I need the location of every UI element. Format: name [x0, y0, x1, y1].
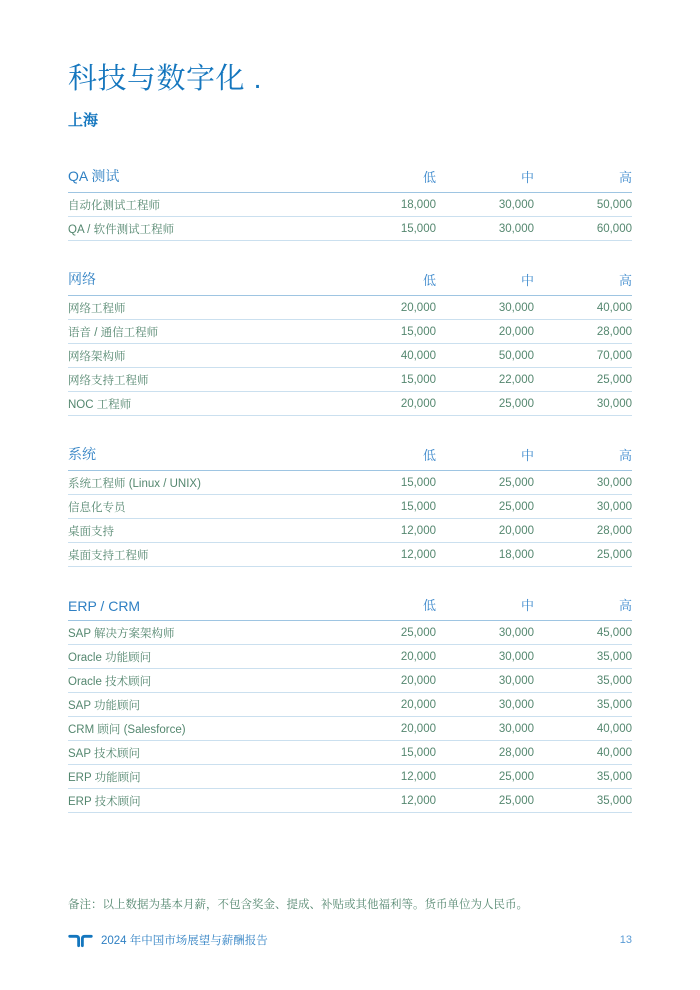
- role-name: 桌面支持: [68, 525, 114, 538]
- table-header: [68, 269, 632, 296]
- role-name: CRM 顾问 (Salesforce): [68, 723, 186, 736]
- salary-mid: 25,000: [498, 770, 534, 783]
- salary-high: 35,000: [596, 794, 632, 807]
- salary-high: 28,000: [596, 325, 632, 338]
- section-title: ERP / CRM: [68, 598, 141, 614]
- salary-mid: 30,000: [498, 222, 534, 235]
- salary-mid: 22,000: [498, 373, 534, 386]
- salary-mid: 30,000: [498, 626, 534, 639]
- column-header-high: 高: [618, 170, 632, 185]
- role-name: 系统工程师 (Linux / UNIX): [68, 477, 201, 490]
- column-header-high: 高: [618, 598, 632, 613]
- salary-low: 12,000: [400, 770, 436, 783]
- salary-mid: 20,000: [498, 524, 534, 537]
- salary-high: 60,000: [596, 222, 632, 235]
- salary-high: 25,000: [596, 373, 632, 386]
- table-header: [68, 444, 632, 471]
- salary-high: 28,000: [596, 524, 632, 537]
- role-name: 语音 / 通信工程师: [68, 326, 159, 339]
- role-name: ERP 功能顾问: [68, 771, 141, 784]
- salary-high: 35,000: [596, 698, 632, 711]
- table-row: [68, 693, 632, 717]
- salary-high: 40,000: [596, 722, 632, 735]
- city-subtitle: 上海: [68, 112, 99, 129]
- salary-high: 70,000: [596, 349, 632, 362]
- salary-high: 50,000: [596, 198, 632, 211]
- role-name: 自动化测试工程师: [68, 199, 160, 212]
- salary-mid: 30,000: [498, 301, 534, 314]
- role-name: 桌面支持工程师: [68, 549, 149, 562]
- table-row: [68, 344, 632, 368]
- table-row: [68, 193, 632, 217]
- table-row: [68, 392, 632, 416]
- salary-mid: 28,000: [498, 746, 534, 759]
- role-name: 网络架构师: [68, 350, 126, 363]
- role-name: ERP 技术顾问: [68, 795, 141, 808]
- role-name: SAP 技术顾问: [68, 747, 140, 760]
- table-row: [68, 217, 632, 241]
- salary-low: 20,000: [400, 650, 436, 663]
- salary-low: 15,000: [400, 746, 436, 759]
- salary-low: 20,000: [400, 722, 436, 735]
- salary-low: 15,000: [400, 476, 436, 489]
- salary-mid: 25,000: [498, 476, 534, 489]
- table-row: [68, 543, 632, 567]
- salary-mid: 25,000: [498, 397, 534, 410]
- table-row: [68, 669, 632, 693]
- salary-mid: 20,000: [498, 325, 534, 338]
- salary-high: 35,000: [596, 770, 632, 783]
- salary-high: 35,000: [596, 650, 632, 663]
- column-header-mid: 中: [520, 273, 534, 288]
- michael-page-logo-icon: [68, 933, 93, 948]
- role-name: SAP 解决方案架构师: [68, 627, 175, 640]
- table-header: [68, 595, 632, 621]
- table-row: [68, 717, 632, 741]
- footnote: 备注：以上数据为基本月薪，不包含奖金、提成、补贴或其他福利等。货币单位为人民币。: [68, 899, 528, 911]
- column-header-low: 低: [422, 170, 436, 185]
- column-header-high: 高: [618, 273, 632, 288]
- table-row: [68, 789, 632, 813]
- section-title: 网络: [68, 271, 96, 287]
- salary-low: 12,000: [400, 794, 436, 807]
- salary-mid: 25,000: [498, 794, 534, 807]
- salary-table: [68, 166, 632, 241]
- salary-mid: 30,000: [498, 650, 534, 663]
- salary-table: [68, 444, 632, 567]
- table-header: [68, 166, 632, 193]
- salary-table: [68, 269, 632, 416]
- salary-low: 20,000: [400, 397, 436, 410]
- salary-high: 45,000: [596, 626, 632, 639]
- salary-mid: 50,000: [498, 349, 534, 362]
- role-name: NOC 工程师: [68, 398, 132, 411]
- section-title: 系统: [68, 446, 96, 462]
- section-title: QA 测试: [68, 168, 120, 184]
- salary-high: 25,000: [596, 548, 632, 561]
- table-row: [68, 741, 632, 765]
- salary-low: 15,000: [400, 500, 436, 513]
- salary-table: [68, 595, 632, 813]
- salary-mid: 25,000: [498, 500, 534, 513]
- table-row: [68, 368, 632, 392]
- table-row: [68, 495, 632, 519]
- table-row: [68, 320, 632, 344]
- salary-tables: [68, 166, 632, 813]
- column-header-low: 低: [422, 273, 436, 288]
- role-name: 网络支持工程师: [68, 374, 149, 387]
- salary-low: 40,000: [400, 349, 436, 362]
- table-row: [68, 471, 632, 495]
- salary-mid: 30,000: [498, 722, 534, 735]
- salary-low: 25,000: [400, 626, 436, 639]
- salary-low: 20,000: [400, 674, 436, 687]
- salary-mid: 30,000: [498, 674, 534, 687]
- salary-high: 30,000: [596, 476, 632, 489]
- column-header-mid: 中: [520, 170, 534, 185]
- salary-high: 40,000: [596, 301, 632, 314]
- salary-mid: 18,000: [498, 548, 534, 561]
- footer-branding: [68, 932, 268, 948]
- column-header-low: 低: [422, 448, 436, 463]
- salary-high: 35,000: [596, 674, 632, 687]
- page-title: 科技与数字化 .: [68, 63, 263, 95]
- role-name: 网络工程师: [68, 302, 126, 315]
- column-header-high: 高: [618, 448, 632, 463]
- role-name: SAP 功能顾问: [68, 699, 140, 712]
- salary-low: 15,000: [400, 222, 436, 235]
- table-row: [68, 296, 632, 320]
- column-header-mid: 中: [520, 448, 534, 463]
- role-name: QA / 软件测试工程师: [68, 223, 175, 236]
- salary-low: 18,000: [400, 198, 436, 211]
- salary-low: 15,000: [400, 325, 436, 338]
- salary-low: 12,000: [400, 524, 436, 537]
- role-name: 信息化专员: [68, 501, 126, 514]
- salary-mid: 30,000: [498, 198, 534, 211]
- role-name: Oracle 功能顾问: [68, 651, 152, 664]
- column-header-mid: 中: [520, 598, 534, 613]
- table-row: [68, 621, 632, 645]
- salary-low: 20,000: [400, 698, 436, 711]
- report-title: 2024 年中国市场展望与薪酬报告: [101, 935, 268, 947]
- table-row: [68, 645, 632, 669]
- salary-high: 30,000: [596, 500, 632, 513]
- salary-high: 30,000: [596, 397, 632, 410]
- salary-low: 12,000: [400, 548, 436, 561]
- page-number: 13: [619, 934, 632, 946]
- role-name: Oracle 技术顾问: [68, 675, 152, 688]
- salary-high: 40,000: [596, 746, 632, 759]
- page-footer: [68, 932, 632, 948]
- column-header-low: 低: [422, 598, 436, 613]
- table-row: [68, 765, 632, 789]
- table-row: [68, 519, 632, 543]
- salary-low: 20,000: [400, 301, 436, 314]
- salary-low: 15,000: [400, 373, 436, 386]
- salary-mid: 30,000: [498, 698, 534, 711]
